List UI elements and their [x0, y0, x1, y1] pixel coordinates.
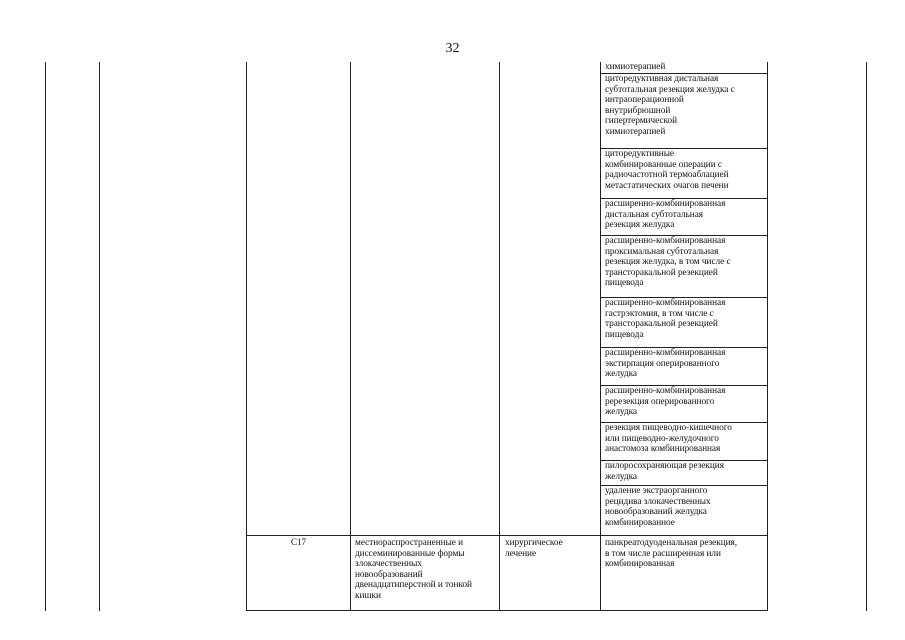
treatment-type-cell: хирургическое лечение [505, 538, 563, 559]
method-cell: пилоросохраняющая резекция желудка [605, 461, 724, 482]
method-cell: циторедуктивная дистальная субтотальная резекция желудка с интраоперационной внутрибрюшной гипертермической химиотерапией [605, 74, 735, 137]
page-number: 32 [445, 41, 460, 56]
column-divider [246, 62, 247, 611]
outer-left-border [45, 62, 46, 611]
patient-model-cell: местнораспространенные и диссеминированные формы злокачественных новообразований двенадцатиперстной и тонкой кишки [355, 538, 472, 601]
method-cell: удаление экстраорганного рецидива злокачественных новообразований желудка комбинированное [605, 486, 711, 528]
method-cell: расширенно-комбинированная экстирпация оперированного желудка [605, 348, 726, 379]
column-divider [499, 62, 500, 611]
column-divider [600, 62, 601, 611]
method-cell: расширенно-комбинированная дистальная субтотальная резекция желудка [605, 199, 726, 230]
method-cell: расширенно-комбинированная ререзекция оперированного желудка [605, 386, 726, 417]
column-divider [99, 62, 100, 611]
column-divider [350, 62, 351, 611]
outer-right-border [866, 62, 867, 611]
table-bottom-border [246, 610, 768, 611]
method-cell: циторедуктивные комбинированные операции с радиочастотной термоаблацией метастатических очагов печени [605, 149, 729, 191]
icd-code-cell: C17 [290, 538, 307, 548]
method-cell: резекция пищеводно-кишечного или пищеводно-желудочного анастомоза комбинированная [605, 423, 732, 454]
row-separator [246, 535, 768, 536]
method-cell: расширенно-комбинированная гастрэктомия, в том числе с трансторакальной резекцией пищевода [605, 298, 726, 340]
method-cell: расширенно-комбинированная проксимальная субтотальная резекция желудка, в том числе с трансторакальной резекцией пищевода [605, 236, 731, 288]
method-cell: химиотерапией [605, 62, 666, 72]
method-cell: панкреатодуоденальная резекция, в том числе расширенная или комбинированная [605, 538, 738, 569]
column-divider [767, 62, 768, 611]
